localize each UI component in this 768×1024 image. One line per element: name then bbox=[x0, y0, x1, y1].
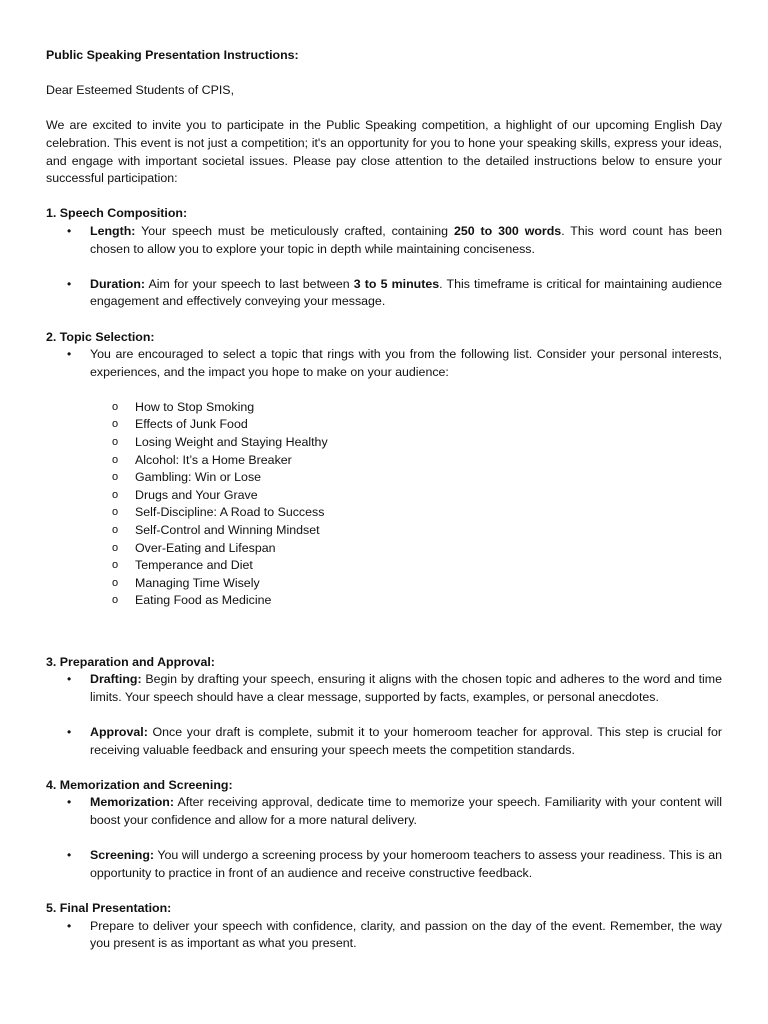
circle-bullet-icon: o bbox=[112, 400, 119, 413]
circle-bullet-icon: o bbox=[112, 471, 119, 484]
approval-label: Approval: bbox=[90, 724, 148, 739]
list-item-approval bbox=[46, 724, 722, 759]
topic-item bbox=[46, 540, 722, 558]
drafting-text: Begin by drafting your speech, ensuring it aligns with the chosen topic and adheres to the word and time limits. Your speech should have a clear message, supported by facts, examples, or personal anecdotes. bbox=[90, 672, 722, 704]
spacer bbox=[46, 706, 722, 724]
circle-bullet-icon: o bbox=[112, 594, 119, 607]
spacer bbox=[46, 636, 722, 654]
length-label: Length: bbox=[90, 223, 136, 238]
topic-item bbox=[46, 575, 722, 593]
list-item-memorization bbox=[46, 794, 722, 829]
screening-label: Screening: bbox=[90, 848, 155, 863]
preparation-approval-list bbox=[46, 671, 722, 759]
list-item-final-presentation bbox=[46, 918, 722, 953]
topic-item bbox=[46, 522, 722, 540]
topic-label: Managing Time Wisely bbox=[135, 575, 260, 590]
bullet-icon: • bbox=[67, 848, 72, 863]
circle-bullet-icon: o bbox=[112, 453, 119, 466]
topic-label: Losing Weight and Staying Healthy bbox=[135, 435, 328, 450]
memorization-label: Memorization: bbox=[90, 795, 174, 810]
section-heading-topic-selection: 2. Topic Selection: bbox=[46, 329, 155, 344]
duration-text-a: Aim for your speech to last between bbox=[145, 276, 354, 291]
circle-bullet-icon: o bbox=[112, 436, 119, 449]
topic-item bbox=[46, 416, 722, 434]
circle-bullet-icon: o bbox=[112, 524, 119, 537]
topic-item bbox=[46, 557, 722, 575]
spacer bbox=[46, 882, 722, 900]
bullet-icon: • bbox=[67, 347, 72, 362]
list-item-topic-intro bbox=[46, 346, 722, 381]
topic-label: Alcohol: It’s a Home Breaker bbox=[135, 452, 292, 467]
circle-bullet-icon: o bbox=[112, 541, 119, 554]
memorization-text: After receiving approval, dedicate time to memorize your speech. Familiarity with your content will boost your confidence and allow for a more natural delivery. bbox=[90, 795, 722, 827]
spacer bbox=[46, 830, 722, 848]
document-title: Public Speaking Presentation Instructions: bbox=[46, 48, 299, 62]
spacer bbox=[46, 311, 722, 329]
section-heading-speech-composition: 1. Speech Composition: bbox=[46, 206, 188, 221]
topic-label: Eating Food as Medicine bbox=[135, 593, 272, 608]
topic-item bbox=[46, 434, 722, 452]
topic-item bbox=[46, 487, 722, 505]
circle-bullet-icon: o bbox=[112, 559, 119, 572]
list-item-length bbox=[46, 223, 722, 258]
final-presentation-list bbox=[46, 918, 722, 953]
spacer bbox=[46, 759, 722, 777]
topic-item bbox=[46, 452, 722, 470]
topic-item bbox=[46, 399, 722, 417]
topic-item bbox=[46, 469, 722, 487]
spacer bbox=[46, 258, 722, 276]
circle-bullet-icon: o bbox=[112, 418, 119, 431]
list-item-drafting bbox=[46, 671, 722, 706]
topic-label: Temperance and Diet bbox=[135, 558, 253, 573]
duration-text-b: . This timeframe is critical for maintaining audience engagement and effectively conveying your message. bbox=[90, 276, 722, 309]
circle-bullet-icon: o bbox=[112, 488, 119, 501]
bullet-icon: • bbox=[67, 223, 72, 238]
topic-label: How to Stop Smoking bbox=[135, 399, 255, 414]
topic-selection-list bbox=[46, 346, 722, 381]
topic-label: Over-Eating and Lifespan bbox=[135, 540, 276, 555]
circle-bullet-icon: o bbox=[112, 576, 119, 589]
duration-label: Duration: bbox=[90, 276, 146, 291]
list-item-duration bbox=[46, 276, 722, 311]
bullet-icon: • bbox=[67, 276, 72, 291]
final-presentation-text: Prepare to deliver your speech with confidence, clarity, and passion on the day of the event. Remember, the way you present is as important as what you present. bbox=[90, 918, 722, 951]
topic-intro-text: You are encouraged to select a topic that rings with you from the following list. Consider your personal interests, experiences, and the impact you hope to make on your audience: bbox=[90, 347, 722, 379]
length-text-a: Your speech must be meticulously crafted, containing bbox=[135, 223, 454, 238]
salutation: Dear Esteemed Students of CPIS, bbox=[46, 83, 235, 98]
topic-item bbox=[46, 592, 722, 610]
circle-bullet-icon: o bbox=[112, 506, 119, 519]
section-heading-memorization-screening: 4. Memorization and Screening: bbox=[46, 777, 233, 792]
bullet-icon: • bbox=[67, 672, 72, 687]
spacer bbox=[46, 381, 722, 399]
topic-label: Self-Discipline: A Road to Success bbox=[135, 505, 325, 520]
topics-list bbox=[46, 399, 722, 610]
approval-text: Once your draft is complete, submit it to your homeroom teacher for approval. This step is crucial for receiving valuable feedback and ensuring your speech meets the competition standards. bbox=[90, 724, 722, 757]
section-heading-final-presentation: 5. Final Presentation: bbox=[46, 900, 172, 915]
screening-text: You will undergo a screening process by your homeroom teachers to assess your readiness. This is an opportunity to practice in front of an audience and receive constructive feedback. bbox=[90, 848, 722, 880]
drafting-label: Drafting: bbox=[90, 672, 142, 687]
length-text-b: . This word count has been chosen to allow you to explore your topic in depth while maintaining conciseness. bbox=[90, 223, 722, 256]
list-item-screening bbox=[46, 847, 722, 882]
spacer bbox=[46, 610, 722, 636]
bullet-icon: • bbox=[67, 724, 72, 739]
bullet-icon: • bbox=[67, 918, 72, 933]
section-heading-preparation-approval: 3. Preparation and Approval: bbox=[46, 654, 215, 669]
duration-minutes: 3 to 5 minutes bbox=[353, 276, 440, 291]
speech-composition-list bbox=[46, 223, 722, 311]
topic-item bbox=[46, 504, 722, 522]
topic-label: Gambling: Win or Lose bbox=[135, 470, 262, 485]
bullet-icon: • bbox=[67, 795, 72, 810]
length-word-count: 250 to 300 words bbox=[453, 223, 562, 238]
topic-label: Effects of Junk Food bbox=[135, 417, 248, 432]
intro-paragraph: We are excited to invite you to participate in the Public Speaking competition, a highlight of our upcoming English Day celebration. This event is not just a competition; it's an opportunity for you to hone your speaking skills, express your ideas, and engage with important societal issues. Please pay close attention to the detailed instructions below to ensure your successful participation: bbox=[46, 118, 722, 186]
topic-label: Drugs and Your Grave bbox=[135, 487, 258, 502]
memorization-screening-list bbox=[46, 794, 722, 882]
topic-label: Self-Control and Winning Mindset bbox=[135, 523, 320, 538]
